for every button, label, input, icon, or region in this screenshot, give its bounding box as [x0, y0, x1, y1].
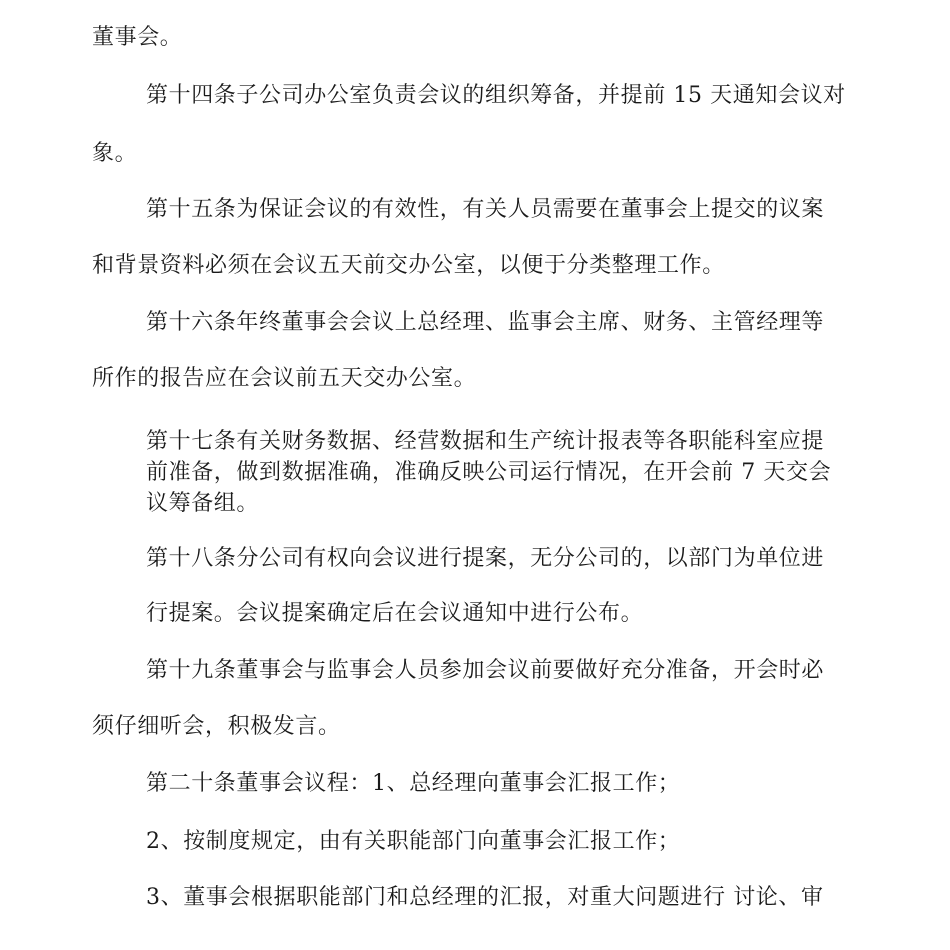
text-line-10: 议筹备组。 — [146, 491, 260, 516]
text-line-1: 董事会。 — [92, 25, 183, 50]
text-line-13: 第十九条董事会与监事会人员参加会议前要做好充分准备，开会时必 — [146, 658, 825, 683]
text-line-16: 2、按制度规定，由有关职能部门向董事会汇报工作； — [146, 829, 681, 854]
text-line-7: 所作的报告应在会议前五天交办公室。 — [92, 366, 477, 391]
text-line-6: 第十六条年终董事会会议上总经理、监事会主席、财务、主管经理等 — [146, 310, 825, 335]
text-line-5: 和背景资料必须在会议五天前交办公室，以便于分类整理工作。 — [92, 253, 725, 278]
text-line-4: 第十五条为保证会议的有效性，有关人员需要在董事会上提交的议案 — [146, 197, 825, 222]
text-line-17: 3、董事会根据职能部门和总经理的汇报，对重大问题进行 讨论、审 — [146, 885, 824, 910]
text-line-8: 第十七条有关财务数据、经营数据和生产统计报表等各职能科室应提 — [146, 429, 825, 454]
text-line-12: 行提案。会议提案确定后在会议通知中进行公布。 — [146, 601, 644, 626]
text-line-14: 须仔细听会，积极发言。 — [92, 714, 341, 739]
text-line-15: 第二十条董事会议程：1、总经理向董事会汇报工作； — [146, 771, 681, 796]
text-line-9: 前准备，做到数据准确，准确反映公司运行情况，在开会前 7 天交会 — [146, 460, 832, 485]
text-line-2: 第十四条子公司办公室负责会议的组织筹备，并提前 15 天通知会议对 — [146, 83, 846, 108]
text-line-11: 第十八条分公司有权向会议进行提案，无分公司的，以部门为单位进 — [146, 546, 825, 571]
text-line-3: 象。 — [92, 141, 138, 166]
